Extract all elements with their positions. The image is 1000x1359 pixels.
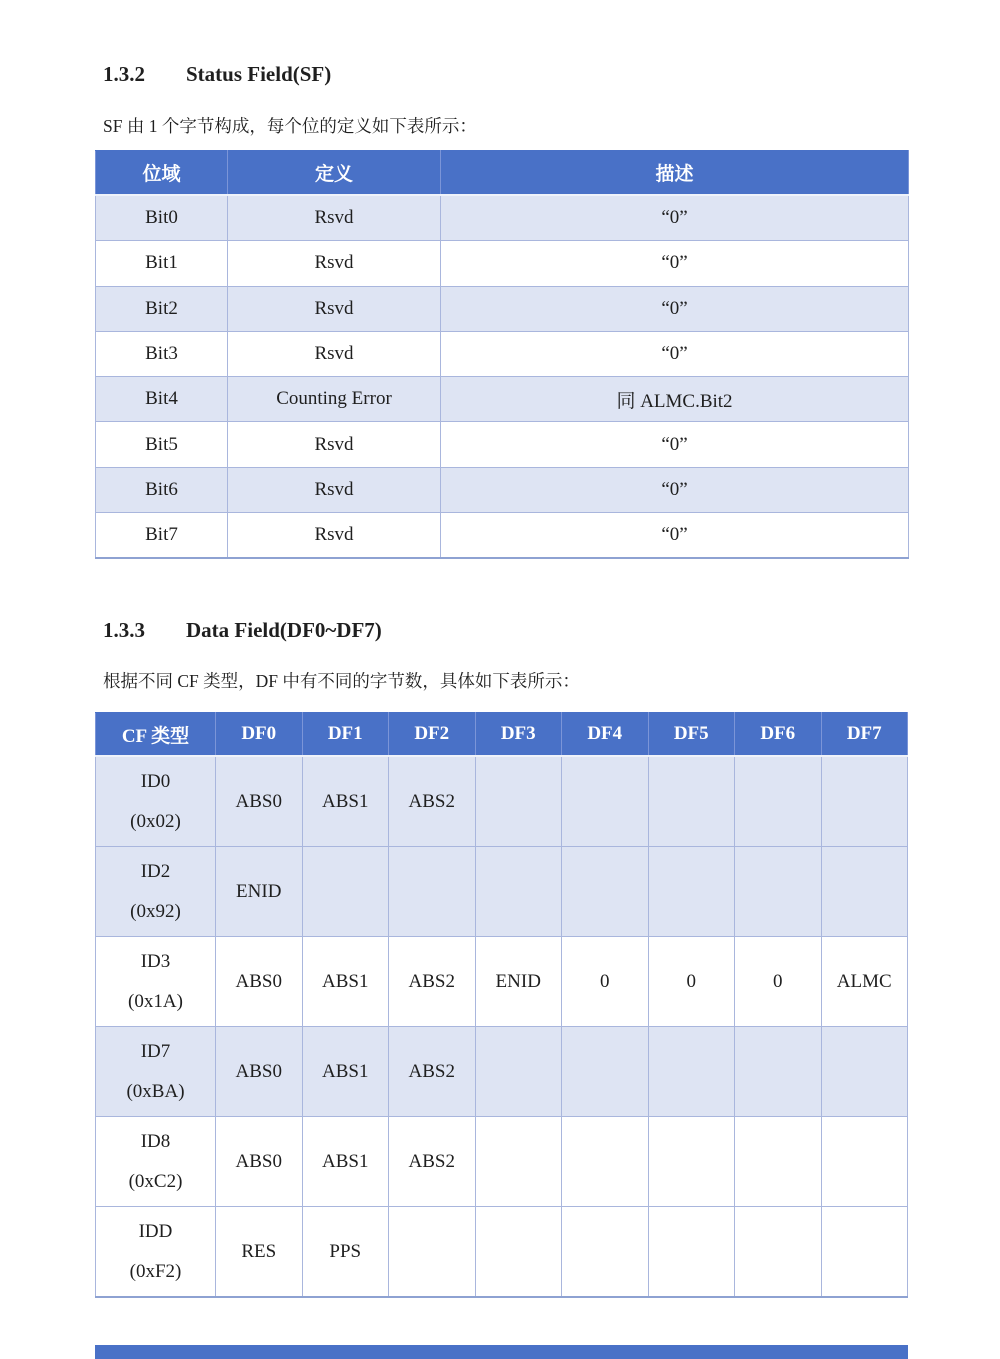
column-header: DF2 bbox=[389, 713, 476, 757]
column-header: DF5 bbox=[648, 713, 735, 757]
table-cell bbox=[562, 1207, 649, 1298]
column-header: DF0 bbox=[216, 713, 303, 757]
next-table-partial-header bbox=[95, 1345, 908, 1359]
cf-id: IDD bbox=[138, 1220, 173, 1242]
table-cell bbox=[475, 847, 562, 937]
table-row bbox=[96, 1117, 908, 1207]
table-cell: ABS1 bbox=[302, 1117, 389, 1207]
column-header: 位域 bbox=[96, 151, 228, 196]
table-cell: “0” bbox=[441, 241, 909, 286]
table-cell: Rsvd bbox=[228, 467, 441, 512]
table-cell: Bit5 bbox=[96, 422, 228, 467]
table-cell: “0” bbox=[441, 195, 909, 241]
table-cell: Rsvd bbox=[228, 331, 441, 376]
table-cell: Bit7 bbox=[96, 513, 228, 559]
sf-intro-text: SF 由 1 个字节构成，每个位的定义如下表所示： bbox=[103, 116, 477, 136]
cf-type-cell bbox=[96, 1117, 216, 1207]
sf-table bbox=[95, 150, 909, 559]
table-cell: ABS2 bbox=[389, 1117, 476, 1207]
cf-hex: (0xC2) bbox=[128, 1170, 183, 1192]
table-cell: ABS0 bbox=[216, 756, 303, 847]
table-cell: ABS1 bbox=[302, 937, 389, 1027]
cf-hex: (0xF2) bbox=[129, 1260, 182, 1282]
table-row bbox=[96, 241, 909, 286]
table-cell: ENID bbox=[475, 937, 562, 1027]
table-cell: ABS0 bbox=[216, 1027, 303, 1117]
table-row bbox=[96, 1027, 908, 1117]
column-header: DF7 bbox=[821, 713, 908, 757]
section-title: Status Field(SF) bbox=[186, 62, 332, 86]
section-heading-sf bbox=[103, 62, 331, 87]
section-title: Data Field(DF0~DF7) bbox=[186, 618, 382, 642]
table-cell bbox=[302, 847, 389, 937]
table-cell bbox=[475, 1207, 562, 1298]
table-cell: Bit3 bbox=[96, 331, 228, 376]
table-row bbox=[96, 377, 909, 422]
sf-header-row bbox=[96, 151, 909, 196]
table-cell: Bit1 bbox=[96, 241, 228, 286]
table-cell bbox=[735, 847, 822, 937]
cf-id: ID3 bbox=[140, 950, 171, 972]
table-cell: PPS bbox=[302, 1207, 389, 1298]
table-cell: “0” bbox=[441, 467, 909, 512]
cf-hex: (0x92) bbox=[130, 900, 181, 922]
section-number: 1.3.2 bbox=[103, 62, 145, 86]
table-cell: ABS2 bbox=[389, 937, 476, 1027]
table-cell bbox=[735, 756, 822, 847]
table-cell bbox=[735, 1117, 822, 1207]
cf-id: ID0 bbox=[140, 770, 171, 792]
column-header: DF3 bbox=[475, 713, 562, 757]
table-cell: ABS2 bbox=[389, 1027, 476, 1117]
table-row bbox=[96, 513, 909, 559]
table-cell: ABS1 bbox=[302, 1027, 389, 1117]
table-cell: Rsvd bbox=[228, 241, 441, 286]
table-cell bbox=[475, 756, 562, 847]
table-cell bbox=[821, 756, 908, 847]
column-header: DF1 bbox=[302, 713, 389, 757]
table-cell: “0” bbox=[441, 513, 909, 559]
cf-type-cell bbox=[96, 847, 216, 937]
table-cell: Rsvd bbox=[228, 286, 441, 331]
table-row bbox=[96, 467, 909, 512]
table-cell: Bit4 bbox=[96, 377, 228, 422]
table-row bbox=[96, 937, 908, 1027]
table-cell: Rsvd bbox=[228, 195, 441, 241]
table-cell: ALMC bbox=[821, 937, 908, 1027]
table-cell: ENID bbox=[216, 847, 303, 937]
section-heading-df bbox=[103, 618, 382, 643]
table-cell: Bit6 bbox=[96, 467, 228, 512]
table-cell: 同 ALMC.Bit2 bbox=[441, 377, 909, 422]
table-row bbox=[96, 847, 908, 937]
cf-hex: (0x1A) bbox=[128, 990, 183, 1012]
table-cell bbox=[821, 1117, 908, 1207]
table-cell bbox=[648, 1207, 735, 1298]
table-cell bbox=[821, 847, 908, 937]
table-row bbox=[96, 331, 909, 376]
table-row bbox=[96, 1207, 908, 1298]
column-header: 描述 bbox=[441, 151, 909, 196]
table-cell bbox=[475, 1027, 562, 1117]
table-row bbox=[96, 756, 908, 847]
cf-hex: (0x02) bbox=[130, 810, 181, 832]
table-cell: Counting Error bbox=[228, 377, 441, 422]
table-cell: RES bbox=[216, 1207, 303, 1298]
df-intro-text: 根据不同 CF 类型，DF 中有不同的字节数，具体如下表所示： bbox=[103, 671, 580, 691]
table-cell: Bit2 bbox=[96, 286, 228, 331]
table-row bbox=[96, 422, 909, 467]
table-cell bbox=[648, 1027, 735, 1117]
table-cell bbox=[648, 847, 735, 937]
table-cell bbox=[562, 756, 649, 847]
cf-type-cell bbox=[96, 756, 216, 847]
table-cell: ABS0 bbox=[216, 1117, 303, 1207]
table-cell bbox=[648, 1117, 735, 1207]
cf-type-cell bbox=[96, 937, 216, 1027]
column-header: 定义 bbox=[228, 151, 441, 196]
table-cell bbox=[562, 847, 649, 937]
table-cell bbox=[735, 1207, 822, 1298]
column-header: CF 类型 bbox=[96, 713, 216, 757]
table-row bbox=[96, 195, 909, 241]
table-row bbox=[96, 286, 909, 331]
table-cell bbox=[821, 1027, 908, 1117]
table-cell: “0” bbox=[441, 286, 909, 331]
table-cell: 0 bbox=[735, 937, 822, 1027]
cf-type-cell bbox=[96, 1207, 216, 1298]
table-cell: Bit0 bbox=[96, 195, 228, 241]
table-cell: 0 bbox=[648, 937, 735, 1027]
column-header: DF6 bbox=[735, 713, 822, 757]
cf-id: ID7 bbox=[140, 1040, 171, 1062]
table-cell: 0 bbox=[562, 937, 649, 1027]
cf-id: ID8 bbox=[140, 1130, 171, 1152]
cf-type-cell bbox=[96, 1027, 216, 1117]
table-cell: “0” bbox=[441, 331, 909, 376]
table-cell bbox=[562, 1117, 649, 1207]
table-cell: Rsvd bbox=[228, 422, 441, 467]
table-cell bbox=[389, 847, 476, 937]
section-number: 1.3.3 bbox=[103, 618, 145, 642]
table-cell bbox=[648, 756, 735, 847]
table-cell: ABS1 bbox=[302, 756, 389, 847]
table-cell: “0” bbox=[441, 422, 909, 467]
cf-hex: (0xBA) bbox=[126, 1080, 185, 1102]
table-cell: ABS2 bbox=[389, 756, 476, 847]
df-header-row bbox=[96, 713, 908, 757]
table-cell bbox=[735, 1027, 822, 1117]
column-header: DF4 bbox=[562, 713, 649, 757]
table-cell: Rsvd bbox=[228, 513, 441, 559]
table-cell bbox=[562, 1027, 649, 1117]
table-cell: ABS0 bbox=[216, 937, 303, 1027]
df-table bbox=[95, 712, 908, 1298]
table-cell bbox=[821, 1207, 908, 1298]
table-cell bbox=[475, 1117, 562, 1207]
table-cell bbox=[389, 1207, 476, 1298]
cf-id: ID2 bbox=[140, 860, 171, 882]
